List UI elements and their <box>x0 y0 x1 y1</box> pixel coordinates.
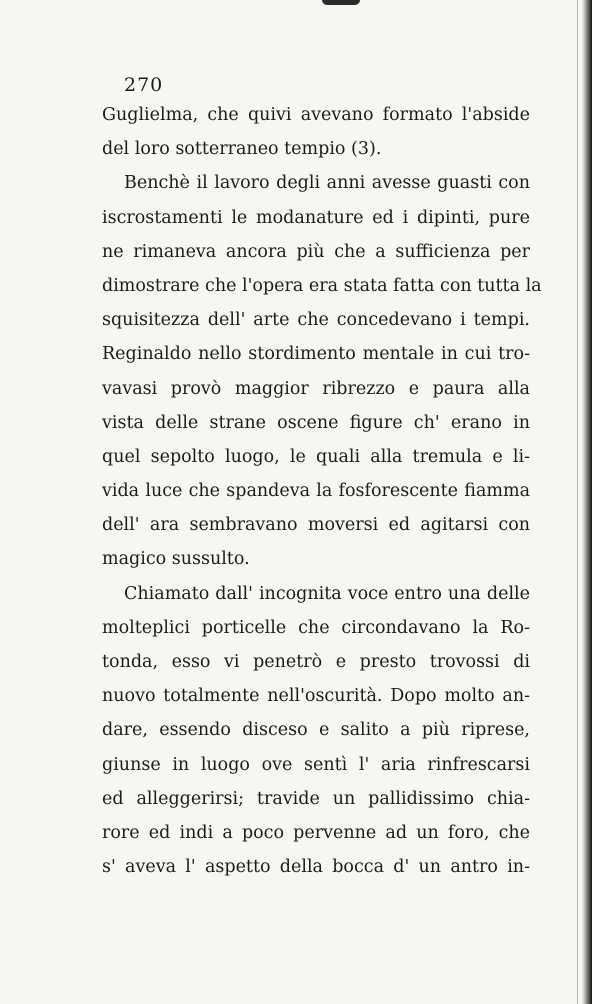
text-line: dare, essendo disceso e salito a più riprese, <box>102 720 530 741</box>
text-line: molteplici porticelle che circondavano la Ro- <box>102 617 530 638</box>
text-line: tonda, esso vi penetrò e presto trovossi di <box>102 652 530 672</box>
text-line: ne rimaneva ancora più che a sufficienza per <box>102 241 530 262</box>
text-line: giunse in luogo ove sentì l' aria rinfrescarsi <box>102 754 530 775</box>
binding-shadow <box>582 0 592 1004</box>
text-line: s' aveva l' aspetto della bocca d' un antro in- <box>102 857 530 878</box>
text-line: squisitezza dell' arte che concedevano i tempi. <box>102 310 530 331</box>
text-line: Benchè il lavoro degli anni avesse guasti con <box>124 173 530 194</box>
page-top-mark <box>322 0 360 5</box>
text-line: vavasi provò maggior ribrezzo e paura alla <box>102 378 530 399</box>
page-number: 270 <box>124 74 164 96</box>
text-line: Reginaldo nello stordimento mentale in cui tro- <box>102 344 530 365</box>
text-line: quel sepolto luogo, le quali alla tremula e li- <box>102 446 530 467</box>
text-line: magico sussulto. <box>102 549 250 570</box>
text-line: dell' ara sembravano moversi ed agitarsi con <box>102 515 530 536</box>
text-line: rore ed indi a poco pervenne ad un foro, che <box>102 822 530 843</box>
text-line: nuovo totalmente nell'oscurità. Dopo molto an- <box>102 686 530 707</box>
text-line: vista delle strane oscene figure ch' erano in <box>102 412 530 433</box>
body-text <box>102 98 542 884</box>
text-line: Chiamato dall' incognita voce entro una delle <box>124 583 530 604</box>
text-line: dimostrare che l'opera era stata fatta con tutta la <box>102 275 542 296</box>
text-line: iscrostamenti le modanature ed i dipinti, pure <box>102 207 530 228</box>
text-line: ed alleggerirsi; travide un pallidissimo chia- <box>102 788 530 809</box>
text-line: vida luce che spandeva la fosforescente fiamma <box>102 481 530 502</box>
page-edge-line <box>577 0 578 1004</box>
text-line: Guglielma, che quivi avevano formato l'abside <box>102 105 530 125</box>
text-line: del loro sotterraneo tempio (3). <box>102 139 382 160</box>
